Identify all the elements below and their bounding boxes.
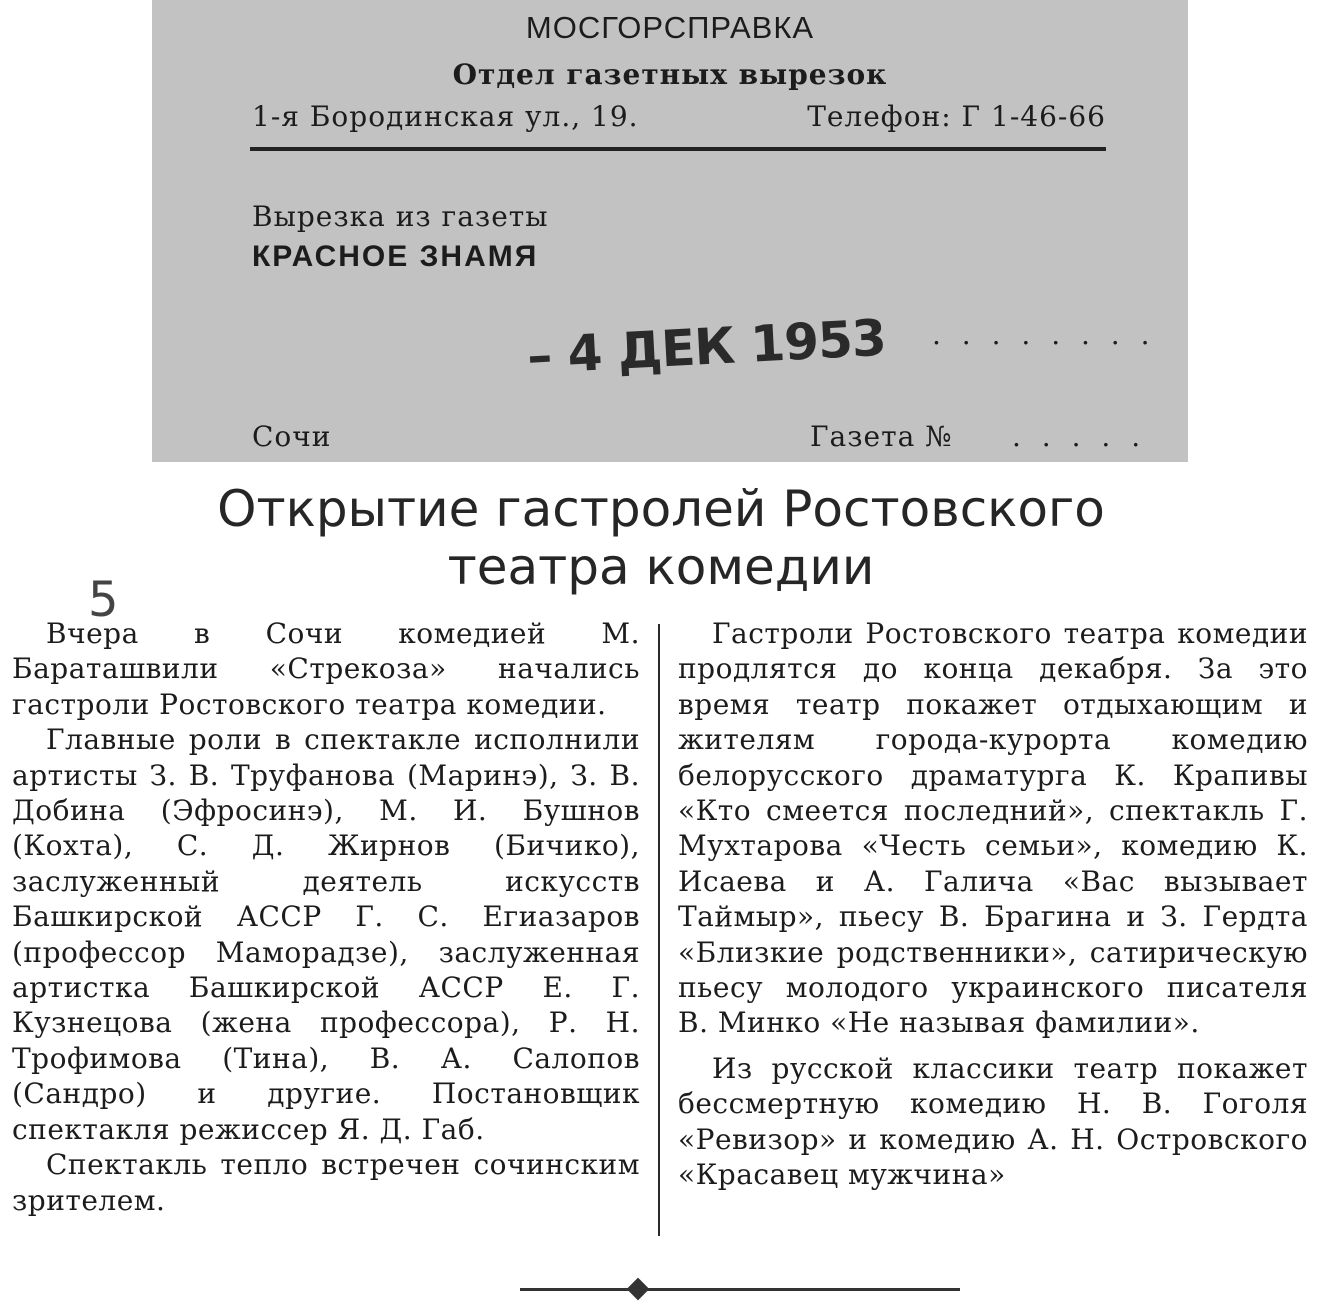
column-divider (658, 624, 660, 1236)
paragraph: Вчера в Сочи комедией М. Бараташвили «Стрекоза» начались гастроли Ростовского театра комедии. (12, 617, 640, 721)
bottom-rule (520, 1288, 960, 1291)
clipping-from-label: Вырезка из газеты (252, 200, 549, 233)
paragraph: Спектакль тепло встречен сочинским зрителем. (12, 1148, 640, 1217)
handwritten-mark: 5 (88, 572, 119, 628)
clipping-header (152, 0, 1188, 462)
article-title-line-1: Открытие гастролей Ростовского (217, 480, 1105, 538)
gazette-number-dots: . . . . . (1012, 420, 1147, 453)
article-title (60, 480, 1262, 596)
paragraph: Главные роли в спектакле исполнили артисты З. В. Труфанова (Маринэ), З. В. Добина (Эфросинэ), М. И. Бушнов (Кохта), С. Д. Жирнов (Бичико), заслуженный деятель искусств Башкирской АССР Г. С. Егиазаров (профессор Маморадзе), заслуженная артистка Башкирской АССР Е. Г. Кузнецова (жена профессора), Р. Н. Трофимова (Тина), В. А. Салопов (Сандро) и другие. Постановщик спектакля режиссер Я. Д. Габ. (12, 723, 640, 1146)
article-title-line-2: театра комедии (447, 538, 875, 596)
paragraph: Гастроли Ростовского театра комедии продлятся до конца декабря. За это время театр покажет отдыхающим и жителям города-курорта комедию белорусского драматурга К. Крапивы «Кто смеется последний», спектакль Г. Мухтарова «Честь семьи», комедию К. Исаева и А. Галича «Вас вызывает Таймыр», пьесу В. Брагина и З. Гердта «Близкие родственники», сатирическую пьесу молодого украинского писателя В. Минко «Не называя фамилии». (678, 617, 1308, 1040)
article-column-left (12, 616, 640, 1218)
address: 1-я Бородинская ул., 19. (252, 100, 639, 133)
header-rule (250, 147, 1106, 151)
gazette-number-label: Газета № (810, 420, 953, 453)
newspaper-name: КРАСНОЕ ЗНАМЯ (252, 240, 539, 273)
city: Сочи (252, 420, 332, 453)
paragraph: Из русской классики театр покажет бессмертную комедию Н. В. Гоголя «Ревизор» и комедию А. Н. Островского «Красавец мужчина» (678, 1051, 1308, 1192)
date-stamp: – 4 ДЕК 1953 (525, 308, 888, 386)
agency-name: МОСГОРСПРАВКА (525, 10, 815, 45)
article-column-right (678, 616, 1308, 1193)
date-dots: . . . . . . . . (932, 318, 1156, 351)
phone: Телефон: Г 1-46-66 (807, 100, 1106, 133)
department-name: Отдел газетных вырезок (452, 58, 888, 91)
bottom-ornament (627, 1278, 650, 1301)
